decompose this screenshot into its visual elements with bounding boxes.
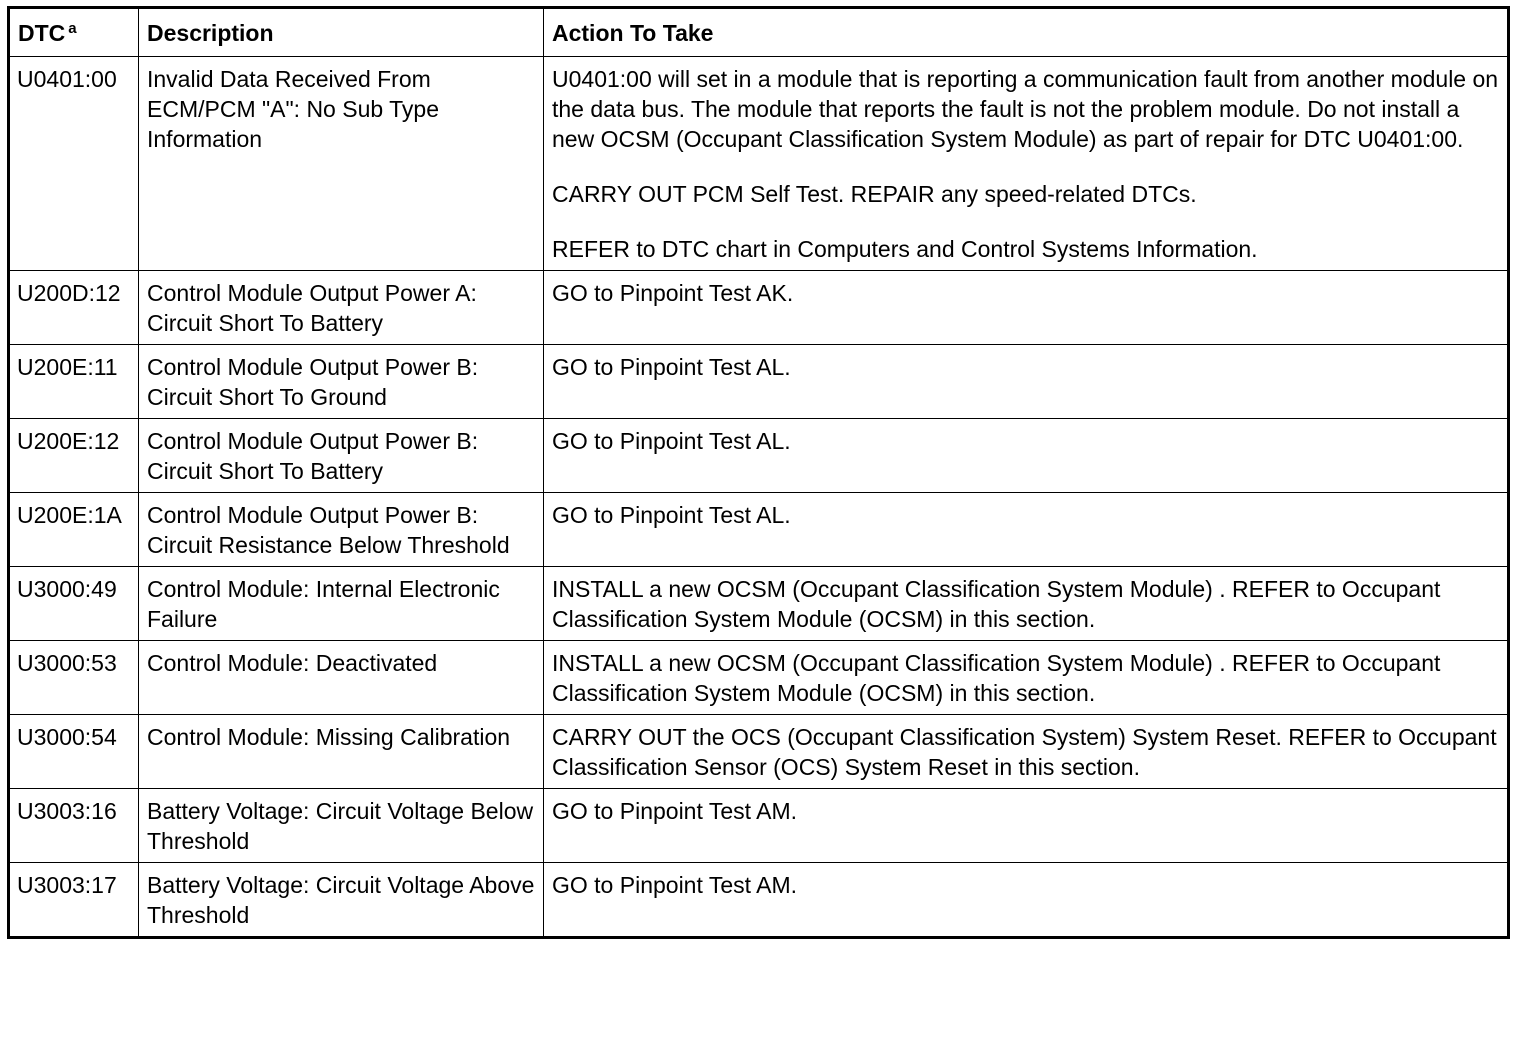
action-paragraph: GO to Pinpoint Test AL. (552, 354, 791, 380)
table-row (9, 57, 1509, 271)
header-dtc (9, 8, 139, 57)
dtc-code-cell: U3003:16 (9, 789, 139, 863)
description-cell: Control Module: Deactivated (139, 641, 544, 715)
action-cell (544, 345, 1509, 419)
dtc-code-cell: U3000:53 (9, 641, 139, 715)
description-cell: Control Module Output Power B: Circuit Short To Ground (139, 345, 544, 419)
description-cell: Battery Voltage: Circuit Voltage Below Threshold (139, 789, 544, 863)
description-cell: Control Module Output Power B: Circuit Short To Battery (139, 419, 544, 493)
table-body (9, 57, 1509, 938)
action-paragraph: U0401:00 will set in a module that is reporting a communication fault from another module on the data bus. The module that reports the fault is not the problem module. Do not install a new OCSM (Occupant Classification System Module) as part of repair for DTC U0401:00. (552, 66, 1499, 152)
description-cell: Battery Voltage: Circuit Voltage Above Threshold (139, 863, 544, 938)
action-paragraph: REFER to DTC chart in Computers and Control Systems Information. (552, 236, 1258, 262)
table-row (9, 567, 1509, 641)
dtc-code-cell: U0401:00 (9, 57, 139, 271)
table-row (9, 641, 1509, 715)
action-cell (544, 271, 1509, 345)
table-row (9, 789, 1509, 863)
table-row (9, 493, 1509, 567)
action-paragraph: GO to Pinpoint Test AL. (552, 428, 791, 454)
table-row (9, 863, 1509, 938)
action-cell (544, 789, 1509, 863)
header-dtc-label: DTC (18, 20, 66, 46)
description-cell: Control Module: Internal Electronic Failure (139, 567, 544, 641)
table-header (9, 8, 1509, 57)
action-cell (544, 567, 1509, 641)
dtc-code-cell: U3000:54 (9, 715, 139, 789)
header-row (9, 8, 1509, 57)
dtc-table (7, 6, 1510, 939)
dtc-code-cell: U200D:12 (9, 271, 139, 345)
table-row (9, 345, 1509, 419)
description-cell: Control Module: Missing Calibration (139, 715, 544, 789)
dtc-code-cell: U200E:1A (9, 493, 139, 567)
action-cell (544, 641, 1509, 715)
description-cell: Control Module Output Power A: Circuit Short To Battery (139, 271, 544, 345)
table-row (9, 419, 1509, 493)
description-cell: Invalid Data Received From ECM/PCM "A": No Sub Type Information (139, 57, 544, 271)
dtc-code-cell: U200E:11 (9, 345, 139, 419)
action-cell (544, 57, 1509, 271)
action-paragraph: GO to Pinpoint Test AM. (552, 798, 798, 824)
action-cell (544, 715, 1509, 789)
action-paragraph: INSTALL a new OCSM (Occupant Classification System Module) . REFER to Occupant Classification System Module (OCSM) in this section. (552, 576, 1441, 632)
dtc-code-cell: U3003:17 (9, 863, 139, 938)
action-paragraph: GO to Pinpoint Test AK. (552, 280, 794, 306)
description-cell: Control Module Output Power B: Circuit Resistance Below Threshold (139, 493, 544, 567)
action-cell (544, 863, 1509, 938)
dtc-code-cell: U3000:49 (9, 567, 139, 641)
dtc-code-cell: U200E:12 (9, 419, 139, 493)
action-paragraph: INSTALL a new OCSM (Occupant Classification System Module) . REFER to Occupant Classification System Module (OCSM) in this section. (552, 650, 1441, 706)
action-paragraph: CARRY OUT the OCS (Occupant Classification System) System Reset. REFER to Occupant Classification Sensor (OCS) System Reset in this section. (552, 724, 1497, 780)
header-dtc-footnote: a (68, 20, 77, 37)
action-paragraph: GO to Pinpoint Test AL. (552, 502, 791, 528)
action-cell (544, 493, 1509, 567)
header-description: Description (139, 8, 544, 57)
table-row (9, 715, 1509, 789)
table-row (9, 271, 1509, 345)
action-paragraph: CARRY OUT PCM Self Test. REPAIR any speed-related DTCs. (552, 181, 1197, 207)
action-paragraph: GO to Pinpoint Test AM. (552, 872, 798, 898)
header-action: Action To Take (544, 8, 1509, 57)
action-cell (544, 419, 1509, 493)
